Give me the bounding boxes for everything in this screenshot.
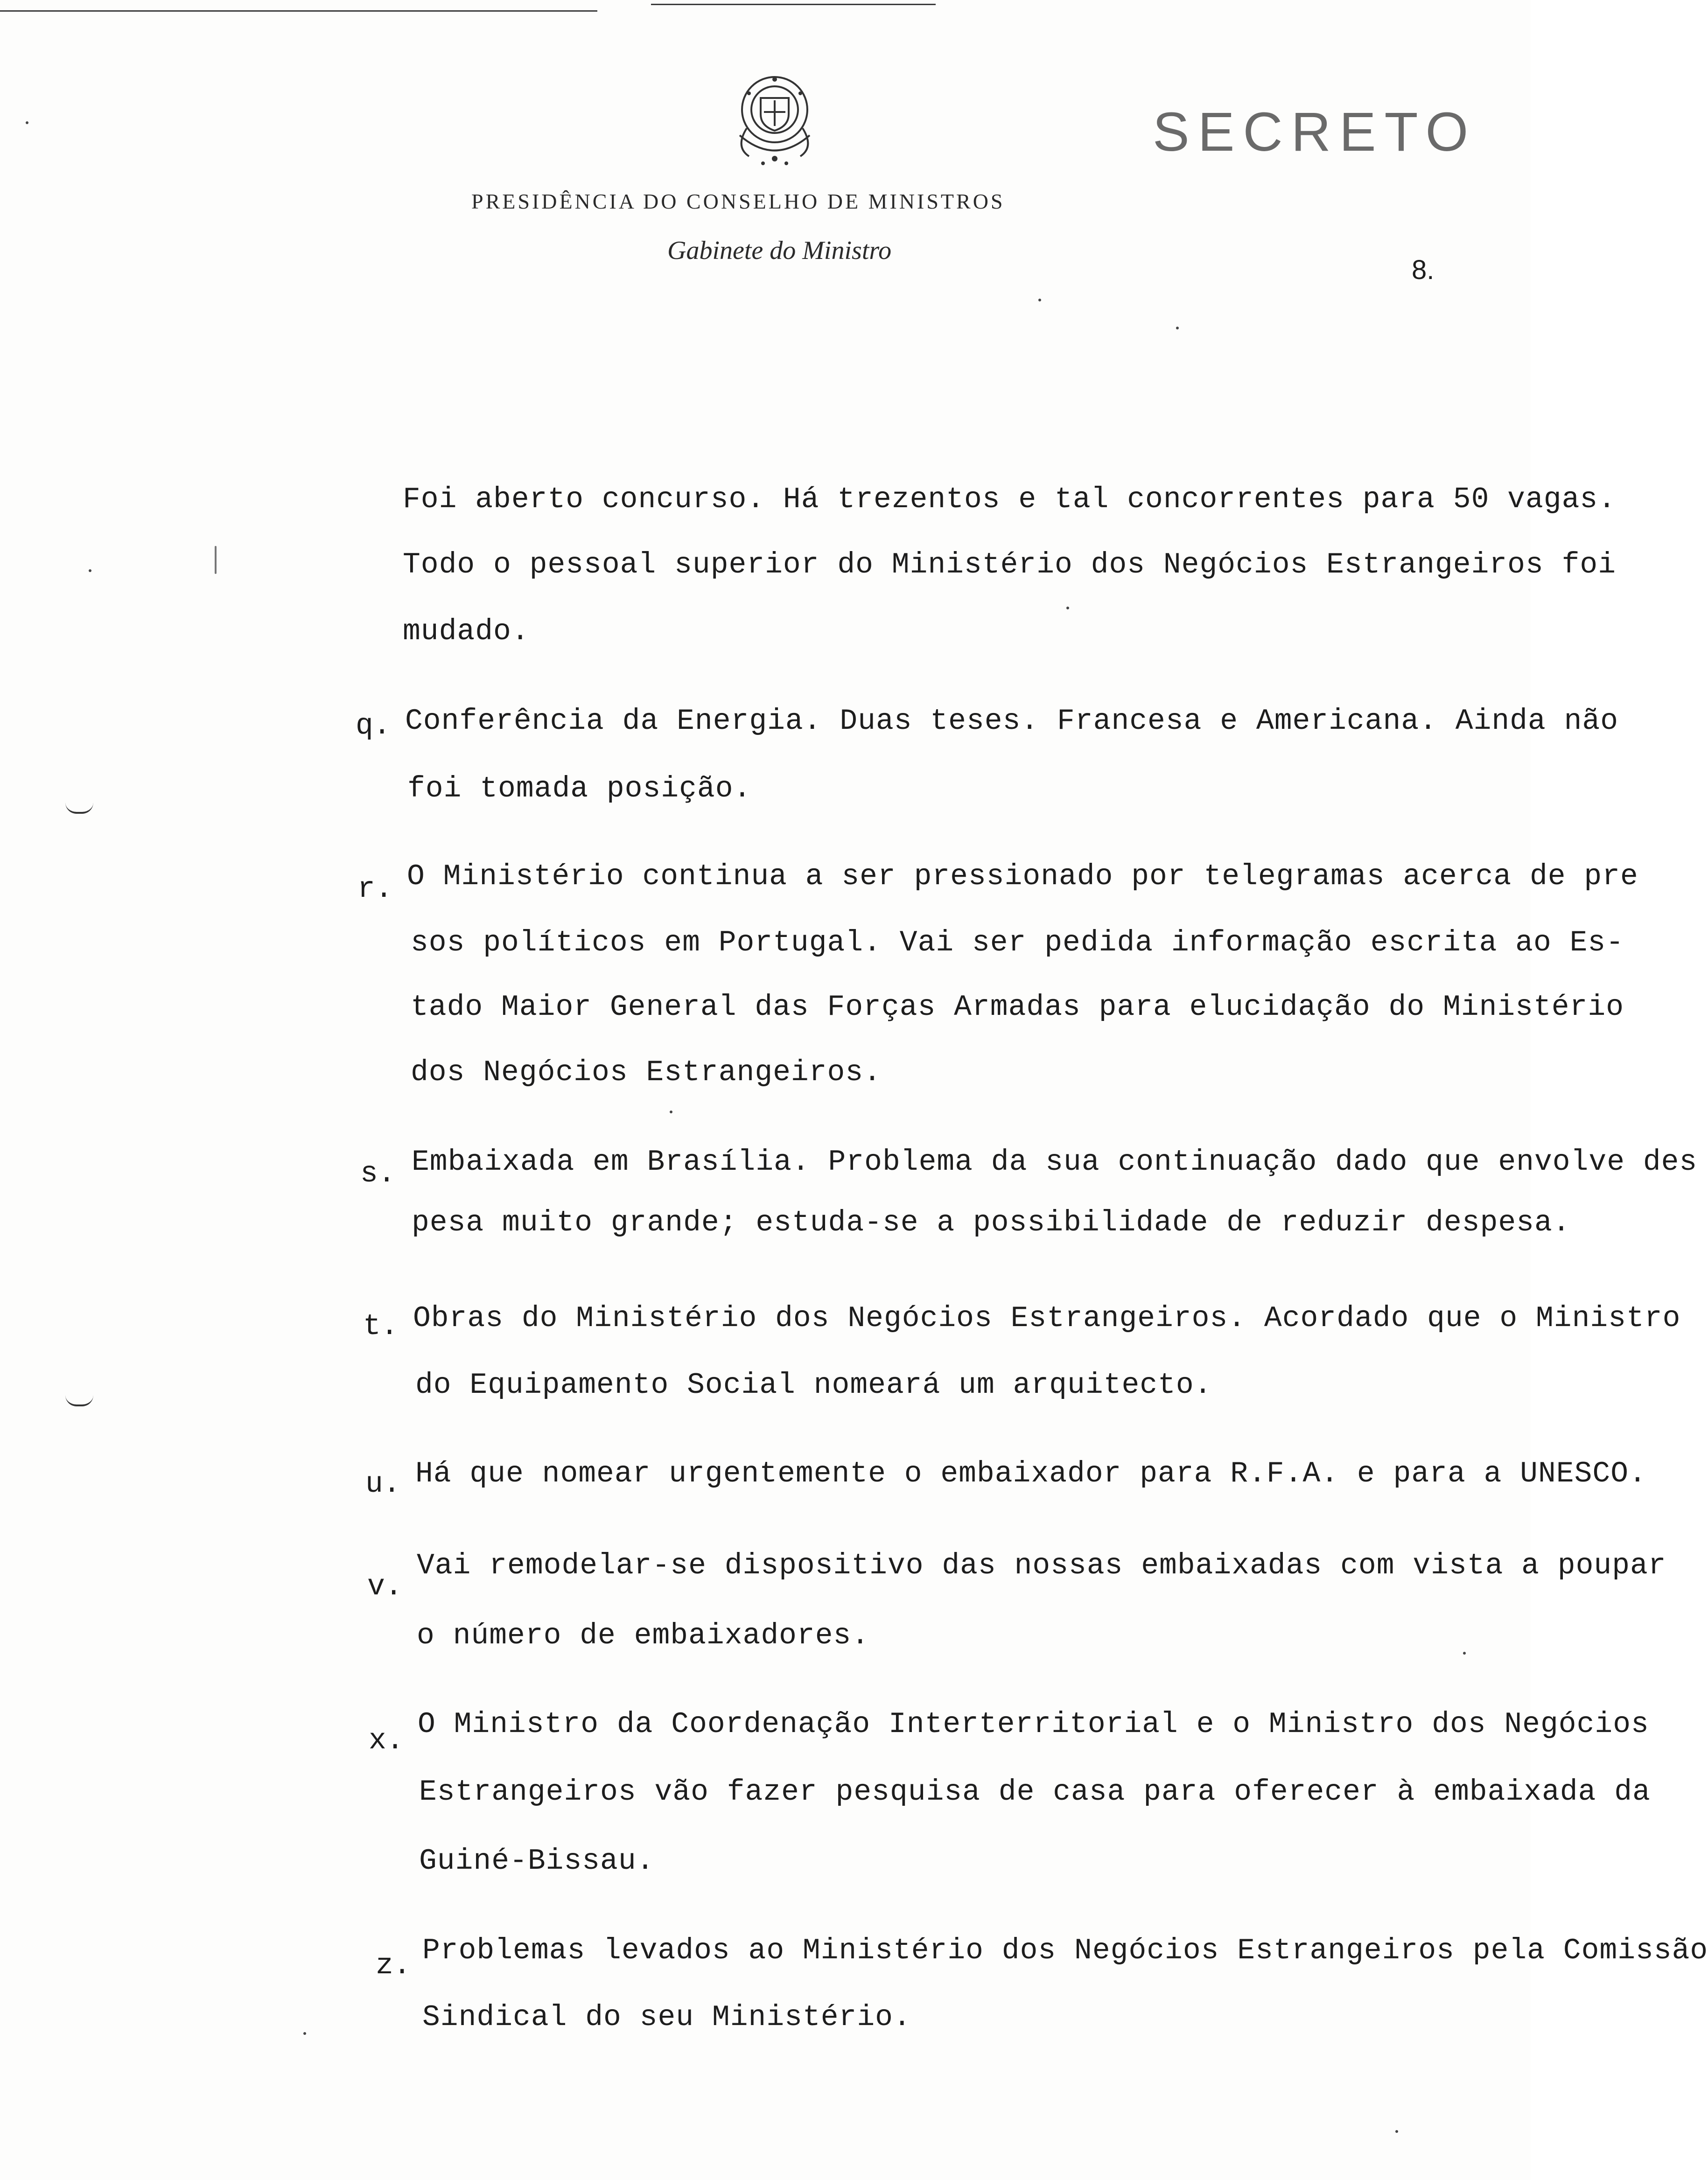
scan-speck — [89, 569, 91, 572]
scan-speck — [26, 121, 28, 124]
item-line: Estrangeiros vão fazer pesquisa de casa para oferecer à embaixada da — [419, 1775, 1651, 1809]
item-line: Sindical do seu Ministério. — [422, 2001, 911, 2034]
item-line: Há que nomear urgentemente o embaixador para R.F.A. e para a UNESCO. — [415, 1457, 1647, 1490]
intro-line: Todo o pessoal superior do Ministério dos Negócios Estrangeiros foi — [403, 548, 1617, 581]
scan-speck — [1066, 607, 1069, 609]
item-line: Guiné-Bissau. — [419, 1845, 655, 1878]
item-line: Embaixada em Brasília. Problema da sua continuação dado que envolve des — [412, 1146, 1698, 1179]
item-line: Obras do Ministério dos Negócios Estrangeiros. Acordado que o Ministro — [413, 1302, 1681, 1335]
scan-speck — [1176, 327, 1179, 329]
classification-stamp: SECRETO — [1153, 101, 1477, 163]
scan-speck — [1038, 299, 1041, 301]
intro-line: mudado. — [403, 615, 530, 648]
item-line: O Ministro da Coordenação Interterritorial e o Ministro dos Negócios — [418, 1708, 1649, 1741]
item-line: tado Maior General das Forças Armadas para elucidação do Ministério — [411, 991, 1624, 1024]
item-line: foi tomada posição. — [407, 772, 752, 805]
item-letter: s. — [360, 1157, 396, 1190]
scan-speck — [1463, 1652, 1466, 1655]
scan-speck — [303, 2032, 306, 2035]
item-line: sos políticos em Portugal. Vai ser pedida informação escrita ao Es- — [411, 926, 1624, 959]
item-letter: r. — [357, 873, 393, 906]
letterhead-title: PRESIDÊNCIA DO CONSELHO DE MINISTROS — [471, 189, 1005, 213]
item-line: pesa muito grande; estuda-se a possibilidade de reduzir despesa. — [412, 1206, 1571, 1239]
item-letter: x. — [369, 1724, 404, 1757]
page-number: 8. — [1412, 255, 1435, 285]
item-line: o número de embaixadores. — [417, 1619, 870, 1652]
item-letter: u. — [365, 1467, 401, 1501]
item-line: O Ministério continua a ser pressionado por telegramas acerca de pre — [407, 860, 1638, 893]
item-letter: q. — [356, 709, 391, 742]
item-line: dos Negócios Estrangeiros. — [411, 1056, 882, 1089]
scan-speck — [1395, 2130, 1398, 2133]
intro-line: Foi aberto concurso. Há trezentos e tal concorrentes para 50 vagas. — [403, 483, 1617, 516]
item-line: Vai remodelar-se dispositivo das nossas embaixadas com vista a poupar — [417, 1549, 1666, 1582]
item-letter: z. — [376, 1949, 411, 1982]
scan-speck — [215, 546, 217, 574]
item-letter: t. — [363, 1310, 399, 1343]
item-letter: v. — [367, 1570, 403, 1603]
scan-speck — [670, 1111, 672, 1113]
item-line: Conferência da Energia. Duas teses. Francesa e Americana. Ainda não — [405, 705, 1619, 738]
item-line: do Equipamento Social nomeará um arquitecto. — [415, 1369, 1212, 1402]
office-subtitle: Gabinete do Ministro — [667, 236, 892, 265]
item-line: Problemas levados ao Ministério dos Negócios Estrangeiros pela Comissão — [422, 1934, 1708, 1967]
